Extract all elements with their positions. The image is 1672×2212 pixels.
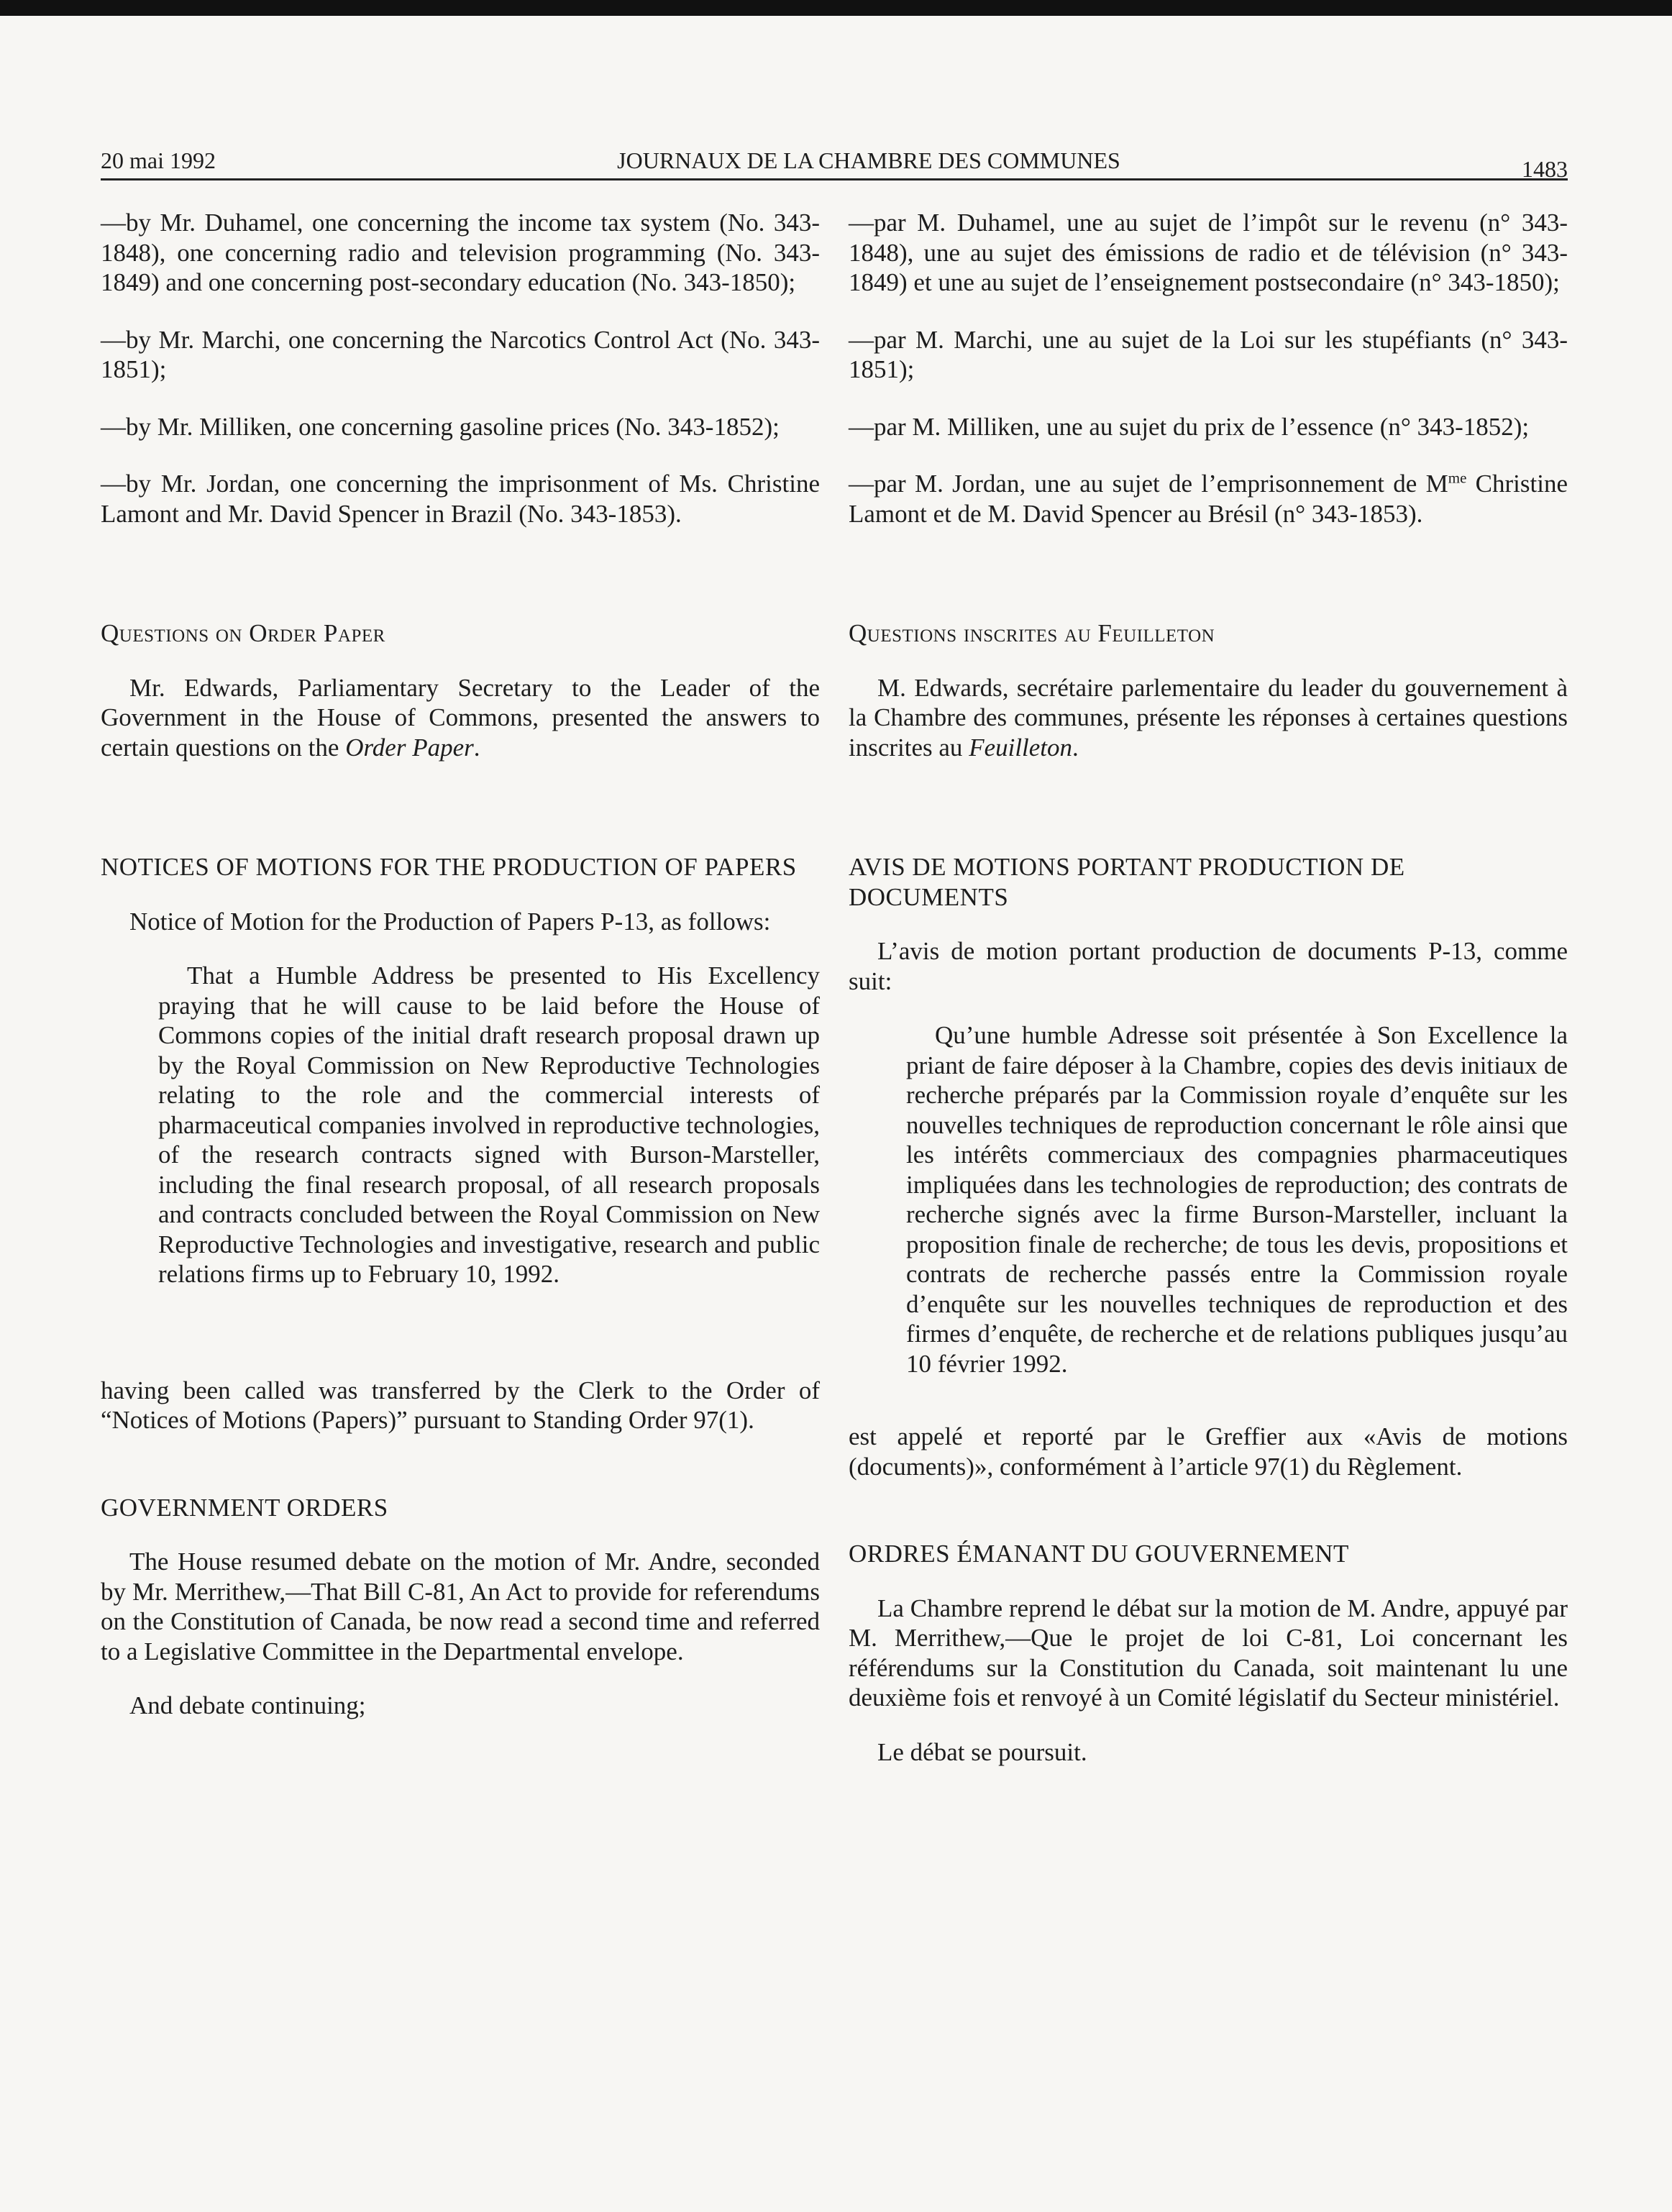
english-column (101, 208, 820, 1767)
questions-heading-en: Questions on Order Paper (101, 619, 385, 647)
page-number: 1483 (1521, 156, 1568, 182)
notices-quote-fr: Qu’une humble Adresse soit présentée à Son Excellence la priant de faire déposer à la Chambre, copies des devis initiaux de recherche préparés par la Commission royale d’enquête sur les nouvelles techniques de reproduction concernant le rôle ainsi que les intérêts commerciaux des compagnies pharmaceutiques impliquées dans les technologies de reproduction; des contrats de recherche signés avec la firme Burson-Marsteller, incluant la proposition finale de recherche; de tous les devis, propositions et contrats de recherche passés entre la Commission royale d’enquête sur les nouvelles techniques de reproduction et des firmes d’enquête, de recherche et de relations publiques jusqu’au 10 février 1992. (906, 1021, 1568, 1378)
petition-jordan-fr: —par M. Jordan, une au sujet de l’emprisonnement de $M^{me}$ Christine Lamont et de M. David Spencer au Brésil (n° 343-1853). (849, 469, 1568, 528)
notices-quote-en: That a Humble Address be presented to His Excellency praying that he will cause to be laid before the House of Commons copies of the initial draft research proposal drawn up by the Royal Commission on New Reproductive Technologies relating to the role and the commercial interests of pharmaceutical companies involved in reproductive technologies, of the research contracts signed with Burson-Marsteller, including the final research proposal, of all research proposals and contracts concluded between the Royal Commission on New Reproductive Technologies and investigative, research and public relations firms up to February 10, 1992. (158, 961, 820, 1288)
notices-heading-fr: AVIS DE MOTIONS PORTANT PRODUCTION DE DOCUMENTS (849, 853, 1405, 911)
header-title: JOURNAUX DE LA CHAMBRE DES COMMUNES (617, 147, 1120, 173)
petition-jordan-en: —by Mr. Jordan, one concerning the imprisonment of Ms. Christine Lamont and Mr. David Spencer in Brazil (No. 343-1853). (101, 470, 820, 528)
gov-orders-continue-fr: Le débat se poursuit. (877, 1737, 1087, 1766)
french-column (849, 208, 1568, 1767)
header-date: 20 mai 1992 (101, 147, 216, 173)
petition-marchi-en: —by Mr. Marchi, one concerning the Narcotics Control Act (No. 343-1851); (101, 325, 820, 383)
petition-duhamel-en: —by Mr. Duhamel, one concerning the income tax system (No. 343-1848), one concerning radio and television programming (No. 343-1849) and one concerning post-secondary education (No. 343-1850); (101, 209, 820, 296)
notices-intro-fr: L’avis de motion portant production de documents P-13, comme suit: (849, 937, 1568, 995)
questions-text-en: Mr. Edwards, Parliamentary Secretary to the Leader of the Government in the House of Commons, presented the answers to certain questions on the Order Paper. (101, 673, 820, 762)
gov-orders-heading-fr: ORDRES ÉMANANT DU GOUVERNEMENT (849, 1540, 1349, 1568)
page-header (101, 147, 1568, 180)
questions-heading-fr: Questions inscrites au Feuilleton (849, 619, 1215, 647)
notices-heading-en: NOTICES OF MOTIONS FOR THE PRODUCTION OF PAPERS (101, 853, 797, 881)
questions-text-fr: M. Edwards, secrétaire parlementaire du leader du gouvernement à la Chambre des communes, présente les réponses à certaines questions inscrites au Feuilleton. (849, 673, 1568, 762)
journal-page (101, 147, 1568, 1767)
notices-after-en: having been called was transferred by the Clerk to the Order of “Notices of Motions (Papers)” pursuant to Standing Order 97(1). (101, 1376, 820, 1434)
gov-orders-continue-en: And debate continuing; (129, 1691, 366, 1719)
petition-milliken-en: —by Mr. Milliken, one concerning gasoline prices (No. 343-1852); (101, 412, 780, 441)
petition-duhamel-fr: —par M. Duhamel, une au sujet de l’impôt sur le revenu (n° 343-1848), une au sujet des émissions de radio et de télévision (n° 343-1849) et une au sujet de l’enseignement postsecondaire (n° 343-1850); (849, 209, 1568, 296)
scan-top-border (0, 0, 1672, 16)
gov-orders-heading-en: GOVERNMENT ORDERS (101, 1493, 388, 1522)
petition-milliken-fr: —par M. Milliken, une au sujet du prix de l’essence (n° 343-1852); (849, 412, 1530, 441)
bilingual-columns (101, 208, 1568, 1767)
gov-orders-text-fr: La Chambre reprend le débat sur la motion de M. Andre, appuyé par M. Merrithew,—Que le projet de loi C-81, Loi concernant les référendums sur la Constitution du Canada, soit maintenant lu une deuxième fois et renvoyé à un Comité législatif du Secteur ministériel. (849, 1594, 1568, 1711)
notices-after-fr: est appelé et reporté par le Greffier aux «Avis de motions (documents)», conformément à l’article 97(1) du Règlement. (849, 1422, 1568, 1481)
gov-orders-text-en: The House resumed debate on the motion of Mr. Andre, seconded by Mr. Merrithew,—That Bill C-81, An Act to provide for referendums on the Constitution of Canada, be now read a second time and referred to a Legislative Committee in the Departmental envelope. (101, 1548, 820, 1665)
notices-intro-en: Notice of Motion for the Production of Papers P-13, as follows: (129, 907, 771, 936)
petition-marchi-fr: —par M. Marchi, une au sujet de la Loi sur les stupéfiants (n° 343-1851); (849, 325, 1568, 383)
